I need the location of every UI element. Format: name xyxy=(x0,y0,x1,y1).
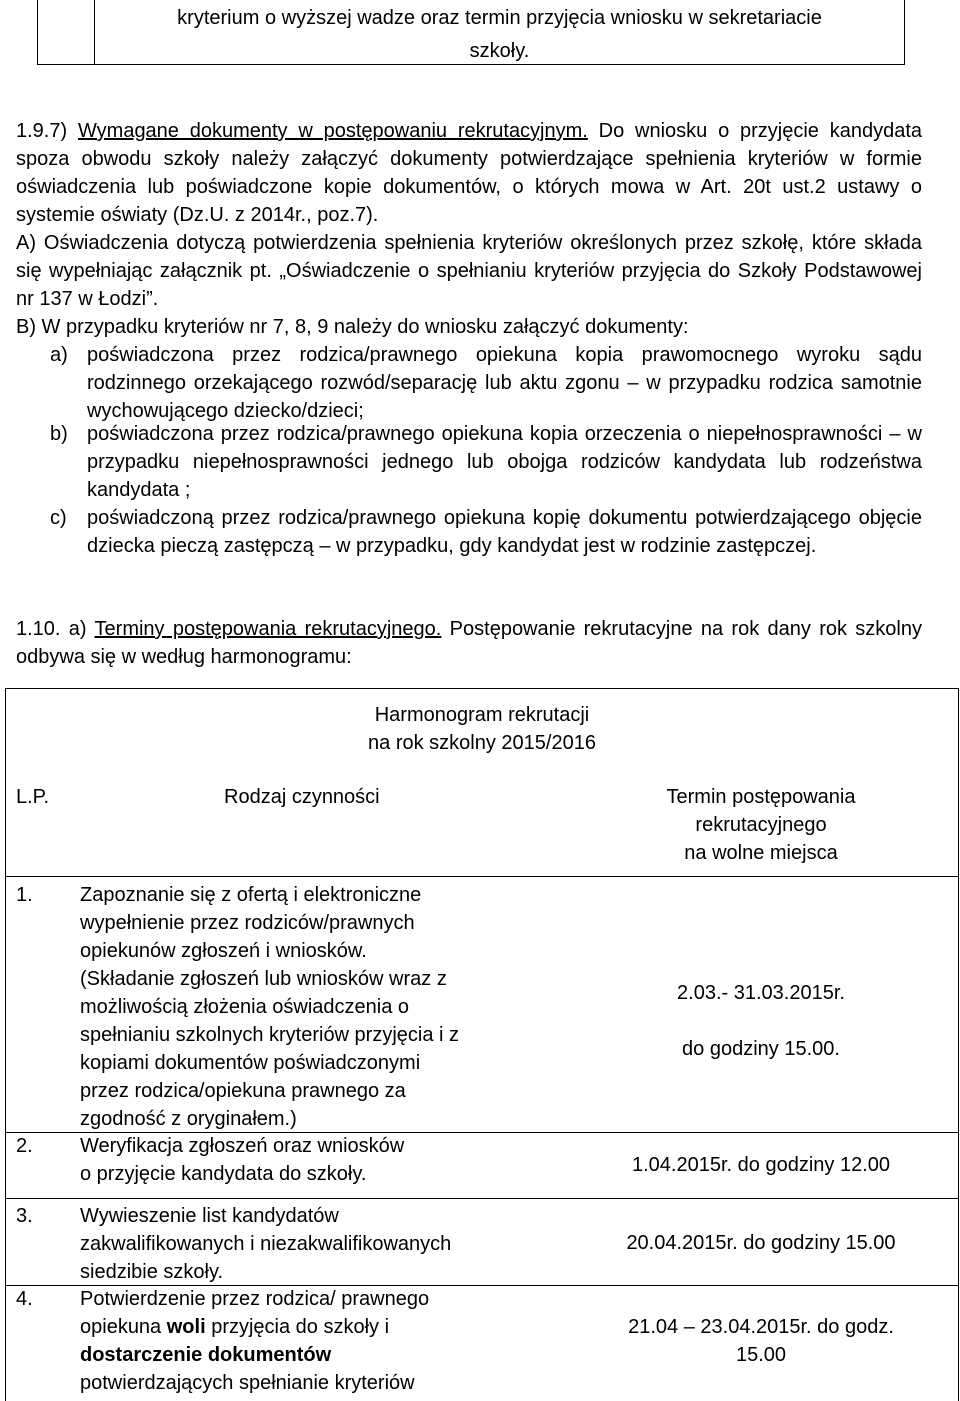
top-table-fragment xyxy=(37,0,905,65)
schedule-title xyxy=(6,701,958,757)
section-197-body: Do wniosku o przyjęcie kandydata spoza obwodu szkoły należy załączyć dokumenty potwierdzające spełnienia kryteriów w formie oświadczenia lub poświadczone kopie dokumentów, o których mowa w Art. 20t ust.2 ustawy o systemie oświaty (Dz.U. z 2014r., poz.7). xyxy=(16,120,922,226)
column-header-lp: L.P. xyxy=(16,786,49,808)
row-activity-line: Zapoznanie się z ofertą i elektroniczne xyxy=(80,884,422,906)
row-activity-text: Potwierdzenie przez rodzica/ prawnego xyxy=(80,1288,430,1310)
row-activity xyxy=(80,1285,560,1397)
row-activity-text: opiekuna xyxy=(80,1316,167,1338)
row-number: 4. xyxy=(16,1288,33,1310)
section-110-label-a: a) xyxy=(68,618,87,640)
list-item-text: poświadczona przez rodzica/prawnego opiekuna kopia prawomocnego wyroku sądu rodzinnego orzekającego rozwód/separację lub aktu zgonu – w przypadku rodzica samotnie wychowującego dziecko/dzieci; xyxy=(87,344,922,422)
row-date-extra: do godziny 15.00. xyxy=(682,1038,840,1060)
row-activity-line: Wywieszenie list kandydatów xyxy=(80,1205,339,1227)
row-activity-text: potwierdzających spełnianie kryteriów xyxy=(80,1372,415,1394)
row-activity-line: możliwością złożenia oświadczenia o xyxy=(80,996,410,1018)
row-activity-line: zakwalifikowanych i niezakwalifikowanych xyxy=(80,1233,452,1255)
section-197-para-a: A) Oświadczenia dotyczą potwierdzenia spełnienia kryteriów określonych przez szkołę, które składa się wypełniając załącznik pt. „Oświadczenie o spełnianiu kryteriów przyjęcia do Szkoły Podstawowej nr 137 w Łodzi”. xyxy=(16,232,922,310)
section-197-para-b: B) W przypadku kryteriów nr 7, 8, 9 należy do wniosku załączyć dokumenty: xyxy=(16,316,689,338)
list-item-label: c) xyxy=(50,507,67,529)
column-header-date-line2: rekrutacyjnego xyxy=(695,814,827,836)
list-item-label: a) xyxy=(50,344,68,366)
schedule-title-line1: Harmonogram rekrutacji xyxy=(374,704,590,726)
row-activity-line: (Składanie zgłoszeń lub wniosków wraz z xyxy=(80,968,447,990)
row-activity-line: przez rodzica/opiekuna prawnego za xyxy=(80,1080,406,1102)
row-date: 1.04.2015r. do godziny 12.00 xyxy=(632,1154,890,1176)
row-activity-bold: dostarczenie dokumentów xyxy=(80,1344,332,1366)
row-activity xyxy=(80,881,560,1133)
section-197-number: 1.9.7) xyxy=(16,120,68,142)
section-110-paragraph xyxy=(16,615,922,671)
schedule-table xyxy=(5,688,959,1401)
row-activity-line xyxy=(80,1369,560,1397)
row-activity-line: opiekunów zgłoszeń i wniosków. xyxy=(80,940,367,962)
row-activity-line: siedzibie szkoły. xyxy=(80,1261,224,1283)
row-activity-line: wypełnienie przez rodziców/prawnych xyxy=(80,912,415,934)
row-activity xyxy=(80,1132,560,1188)
row-activity-text: przyjęcia do szkoły i xyxy=(205,1316,390,1338)
section-110-body: Postępowanie rekrutacyjne na rok dany rok szkolny odbywa się w według harmonogramu: xyxy=(16,618,922,668)
section-110-heading: Terminy postępowania rekrutacyjnego. xyxy=(94,618,442,640)
row-activity-line xyxy=(80,1313,560,1341)
top-table-empty-cell xyxy=(38,0,95,64)
list-item-text: poświadczona przez rodzica/prawnego opiekuna kopia orzeczenia o niepełnosprawności – w przypadku niepełnosprawności jednego lub obojga rodziców kandydata lub rodzeństwa kandydata ; xyxy=(87,423,922,501)
section-110-number: 1.10. xyxy=(16,618,61,640)
top-cell-line2: szkoły. xyxy=(469,40,530,62)
row-activity-line: kopiami dokumentów poświadczonymi xyxy=(80,1052,421,1074)
row-date: 20.04.2015r. do godziny 15.00 xyxy=(626,1232,896,1254)
schedule-title-line2: na rok szkolny 2015/2016 xyxy=(368,732,596,754)
row-activity-line: zgodność z oryginałem.) xyxy=(80,1108,297,1130)
column-header-activity: Rodzaj czynności xyxy=(224,786,380,808)
top-table-text-cell xyxy=(95,2,904,68)
table-divider xyxy=(6,876,958,877)
row-activity xyxy=(80,1202,560,1286)
row-number: 2. xyxy=(16,1135,33,1157)
row-activity-bold: woli xyxy=(166,1316,206,1338)
row-number: 1. xyxy=(16,884,33,906)
column-header-date-line1: Termin postępowania xyxy=(666,786,856,808)
row-activity-line xyxy=(80,1341,560,1369)
top-cell-line1: kryterium o wyższej wadze oraz termin przyjęcia wniosku w sekretariacie xyxy=(177,7,822,29)
table-divider xyxy=(6,1198,958,1199)
row-number: 3. xyxy=(16,1205,33,1227)
list-item-text: poświadczoną przez rodzica/prawnego opiekuna kopię dokumentu potwierdzającego objęcie dziecka pieczą zastępczą – w przypadku, gdy kandydat jest w rodzinie zastępczej. xyxy=(87,507,922,557)
section-197-heading: Wymagane dokumenty w postępowaniu rekrutacyjnym. xyxy=(77,120,588,142)
row-activity-line xyxy=(80,1285,560,1313)
section-197-paragraph xyxy=(16,117,922,229)
row-date: 2.03.- 31.03.2015r. xyxy=(677,982,845,1004)
row-date: 21.04 – 23.04.2015r. do godz. xyxy=(628,1316,894,1338)
row-activity-line: Weryfikacja zgłoszeń oraz wniosków xyxy=(80,1135,405,1157)
row-activity-line: spełnianiu szkolnych kryteriów przyjęcia i z xyxy=(80,1024,460,1046)
column-header-date xyxy=(566,783,956,867)
list-item-label: b) xyxy=(50,423,68,445)
row-date-extra: 15.00 xyxy=(735,1344,787,1366)
row-activity-line: o przyjęcie kandydata do szkoły. xyxy=(80,1163,367,1185)
column-header-date-line3: na wolne miejsca xyxy=(684,842,838,864)
